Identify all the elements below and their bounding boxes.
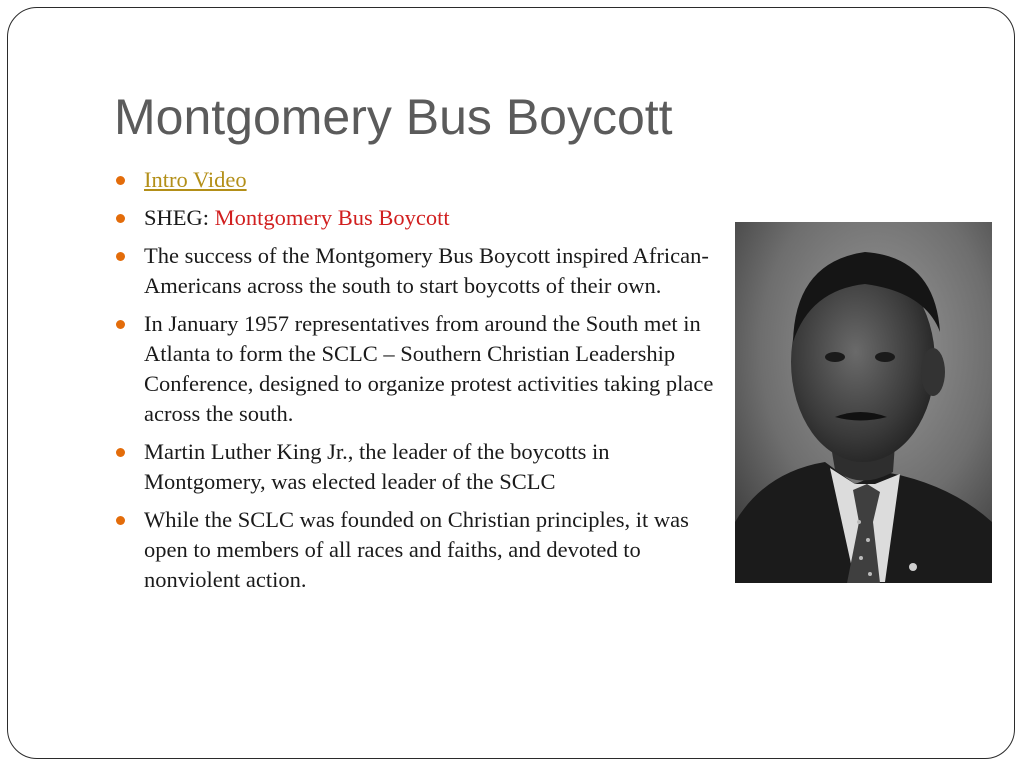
bullet-item-intro-video [116, 165, 721, 195]
bullet-item-sclc-principles [116, 505, 721, 595]
bullet-text: In January 1957 representatives from around the South met in Atlanta to form the SCLC – Southern Christian Leadership Conference, designed to organize protest activities taking place across the south. [144, 311, 714, 426]
bullet-item-sclc-formation [116, 309, 721, 429]
bullet-dot-icon [116, 516, 125, 525]
bullet-item-sheg [116, 203, 721, 233]
bullet-dot-icon [116, 320, 125, 329]
bullet-text: While the SCLC was founded on Christian principles, it was open to members of all races and faiths, and devoted to nonviolent action. [144, 507, 689, 592]
bullet-text: The success of the Montgomery Bus Boycott inspired African-Americans across the south to start boycotts of their own. [144, 243, 709, 298]
bullet-dot-icon [116, 448, 125, 457]
portrait-photo [735, 222, 992, 583]
bullet-dot-icon [116, 214, 125, 223]
bullet-item-mlk-leader [116, 437, 721, 497]
intro-video-link[interactable]: Intro Video [144, 167, 247, 192]
slide-title: Montgomery Bus Boycott [114, 89, 673, 145]
bullet-text: Martin Luther King Jr., the leader of the boycotts in Montgomery, was elected leader of the SCLC [144, 439, 610, 494]
bullet-dot-icon [116, 176, 125, 185]
bullet-dot-icon [116, 252, 125, 261]
bullet-item-boycott-success [116, 241, 721, 301]
sheg-prefix: SHEG: [144, 205, 215, 230]
bullet-list [116, 165, 721, 603]
portrait-photo-icon [735, 222, 992, 583]
sheg-highlight: Montgomery Bus Boycott [214, 205, 450, 230]
